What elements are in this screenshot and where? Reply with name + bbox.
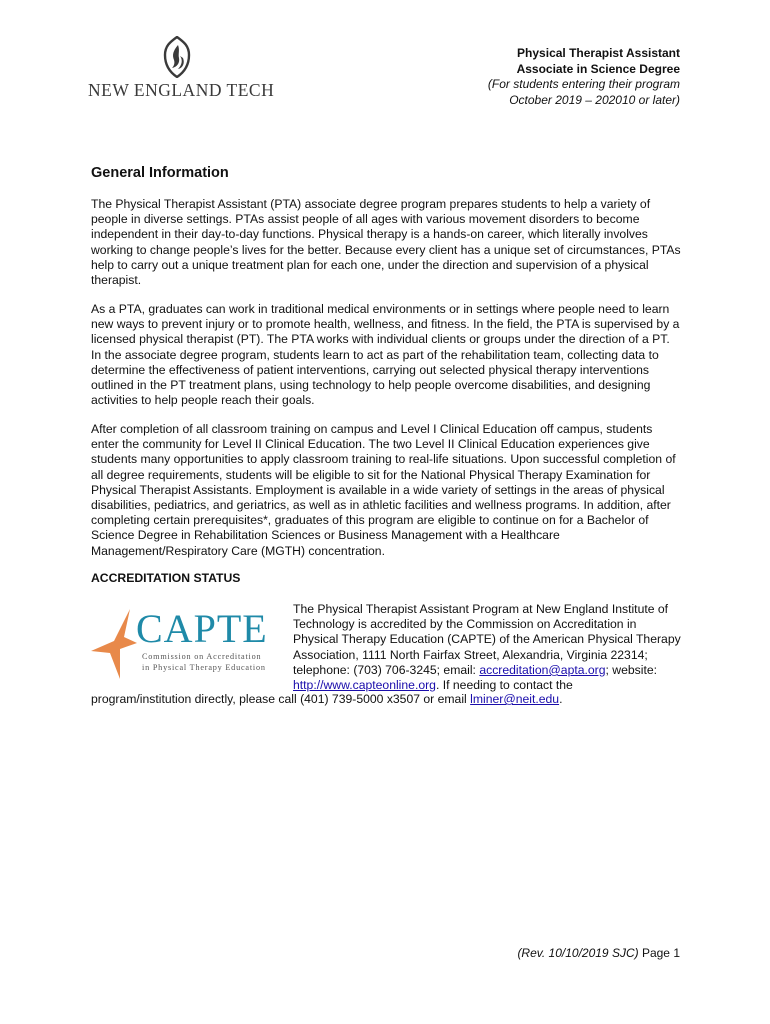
contact-text-end: . [559,692,563,706]
entry-note-line2: October 2019 – 202010 or later) [509,92,680,107]
logo-text: NEW ENGLAND TECH [88,80,275,100]
page-number: Page 1 [641,946,680,960]
paragraph-intro: The Physical Therapist Assistant (PTA) associate degree program prepares students to help a variety of people in diverse settings. PTAs assist people of all ages with various movement disorders to become independent in their day-to-day functions. Physical therapy is a hands-on career, which literally involves working to change people’s lives for the better. Because every client has a unique set of circumstances, PTAs help to carry out a unique treatment plan for each one, under the direction and supervision of a physical therapist. [91,197,681,288]
capte-subtitle-line2: in Physical Therapy Education [142,663,266,672]
accreditation-text [293,602,685,693]
program-title: Physical Therapist Assistant [517,46,680,60]
capte-subtitle-line1: Commission on Accreditation [142,652,262,661]
accreditation-text-part3: . If needing to contact the [435,678,573,693]
new-england-tech-logo [88,36,275,102]
orange-star-icon [90,607,138,681]
accreditation-email-link[interactable]: accreditation@apta.org [479,662,606,677]
paragraph-work-settings: As a PTA, graduates can work in traditional medical environments or in settings where people need to learn new ways to prevent injury or to promote health, wellness, and fitness. In the field, the PTA is supervised by a licensed physical therapist (PT). The PTA works with individual clients or groups under the direction of a PT. In the associate degree program, students learn to act as part of the rehabilitation team, collecting data to determine the effectiveness of patient interventions, carrying out selected physical therapy interventions outlined in the PT treatment plans, using technology to help people overcome disabilities, and designing activities to help people reach their goals. [91,302,680,408]
entry-note-line1: (For students entering their program [487,77,680,91]
capte-subtitle [142,651,266,673]
capte-logo [90,605,282,685]
capte-wordmark: CAPTE [136,606,268,651]
accreditation-heading: ACCREDITATION STATUS [91,571,241,585]
page-footer [517,946,680,960]
contact-line [91,692,683,707]
program-header [488,46,680,108]
section-title: General Information [91,165,229,181]
accreditation-text-part2: ; website: [605,662,658,677]
contact-email-link[interactable]: lminer@neit.edu [470,692,560,706]
accreditation-text-part1: The Physical Therapist Assistant Program at New England Institute of Technology is accredited by the Commission on Accreditation in Physical Therapy Education (CAPTE) of the American Physical Therapy Association, 1111 North Fairfax Street, Alexandria, Virginia 22314; telephone: (703) 706-3245; email: [293,602,681,677]
paragraph-clinical-education: After completion of all classroom training on campus and Level I Clinical Education off campus, students enter the community for Level II Clinical Education. The two Level II Clinical Education experiences give students many opportunities to apply classroom training to real-life situations. Upon successful completion of all degree requirements, students will be eligible to sit for the National Physical Therapy Examination for Physical Therapist Assistants. Employment is available in a wide variety of settings in the areas of physical disabilities, pediatrics, and geriatrics, as well as in athletic facilities and wellness programs. In addition, after completing certain prerequisites*, graduates of this program are eligible to continue on for a Bachelor of Science Degree in Rehabilitation Sciences or Business Management with a Healthcare Management/Respiratory Care (MGTH) concentration. [91,422,676,558]
flame-shield-icon [162,36,192,78]
capte-website-link[interactable]: http://www.capteonline.org [293,678,436,693]
degree-title: Associate in Science Degree [516,61,680,76]
revision-note: (Rev. 10/10/2019 SJC) [517,946,639,960]
contact-text: program/institution directly, please call (401) 739-5000 x3507 or email [91,692,471,706]
